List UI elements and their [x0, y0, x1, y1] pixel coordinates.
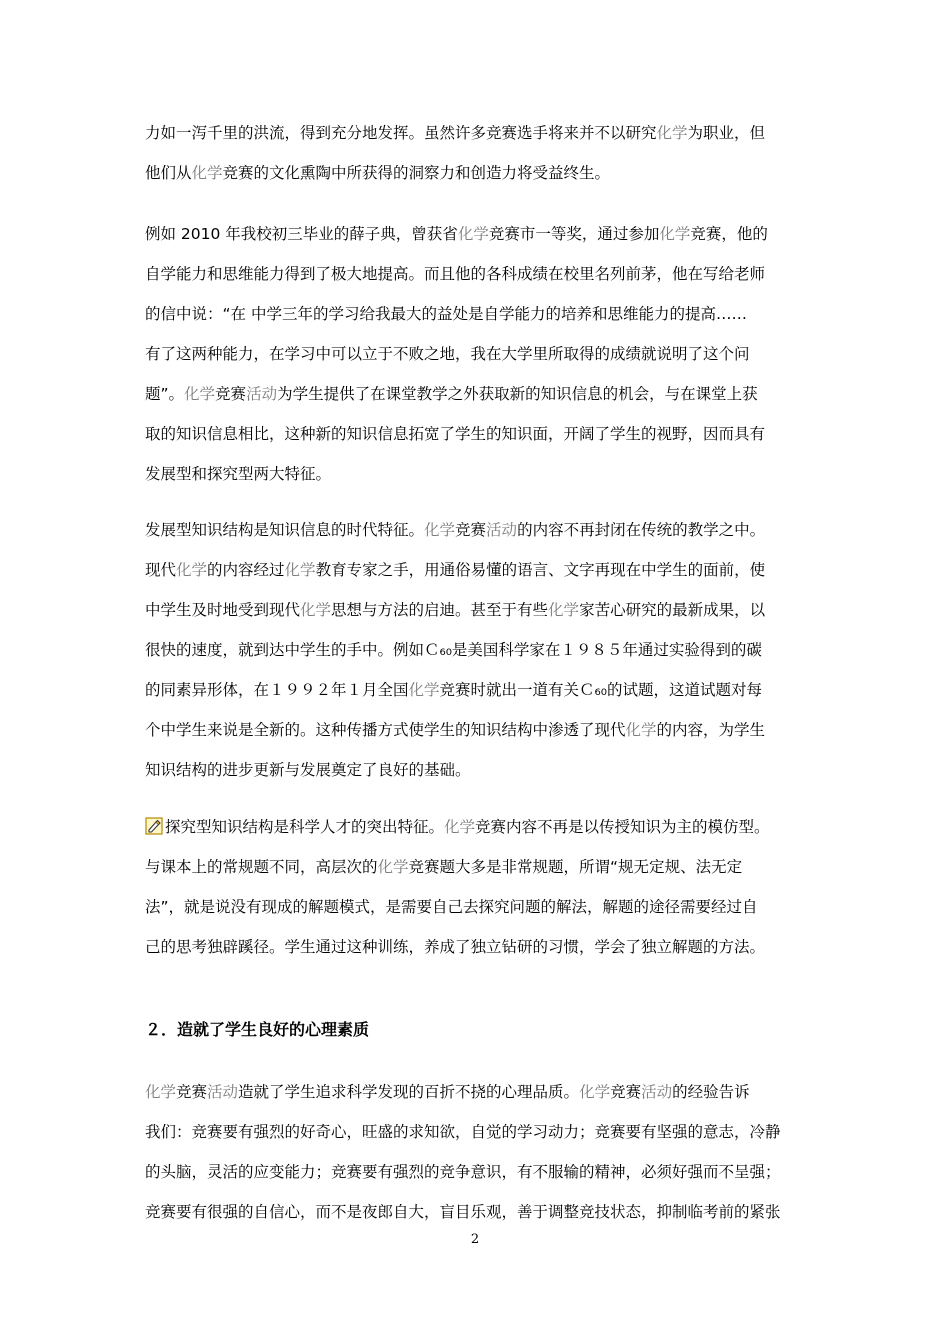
- text-segment: 发展型知识结构是知识信息的时代特征。: [145, 521, 425, 539]
- text-segment: 中学生及时地受到现代: [145, 601, 301, 619]
- text-segment: 他们从: [145, 164, 192, 182]
- highlighted-term: 化学: [625, 721, 657, 739]
- text-line: [145, 630, 820, 670]
- text-segment: 发展型和探究型两大特征。: [145, 465, 332, 483]
- text-segment: 的同素异形体，在１９９２年１月全国: [145, 681, 409, 699]
- text-line: [145, 1152, 820, 1192]
- text-line: [145, 750, 820, 790]
- text-line: [145, 214, 820, 254]
- text-segment: 竞赛: [610, 1083, 642, 1101]
- text-segment: 竞赛: [455, 521, 487, 539]
- paragraph: [145, 1072, 820, 1232]
- text-line: [145, 1192, 820, 1232]
- text-line: [145, 590, 820, 630]
- text-segment: 竞赛，他的: [690, 225, 768, 243]
- text-line: [145, 807, 820, 847]
- text-segment: 个中学生来说是全新的。这种传播方式使学生的知识结构中渗透了现代: [145, 721, 626, 739]
- highlighted-term: 化学: [145, 1083, 177, 1101]
- highlighted-term: 化学: [408, 681, 440, 699]
- text-segment: 竞赛: [176, 1083, 208, 1101]
- text-line: [145, 153, 820, 193]
- highlighted-term: 化学: [284, 561, 316, 579]
- section-heading: ２．造就了学生良好的心理素质: [145, 1020, 370, 1039]
- page-number: 2: [470, 1232, 480, 1247]
- text-segment: 思想与方法的启迪。甚至于有些: [331, 601, 549, 619]
- text-segment: 的内容经过: [207, 561, 285, 579]
- highlighted-term: 活动: [641, 1083, 673, 1101]
- text-segment: 竞赛内容不再是以传授知识为主的模仿型。: [475, 818, 770, 836]
- highlighted-term: 化学: [191, 164, 223, 182]
- text-line: [145, 1072, 820, 1112]
- note-icon: [145, 810, 163, 828]
- highlighted-term: 化学: [377, 858, 409, 876]
- paragraph: [145, 807, 820, 967]
- highlighted-term: 化学: [176, 561, 208, 579]
- text-segment: 竞赛: [215, 385, 247, 403]
- highlighted-term: 活动: [207, 1083, 239, 1101]
- text-segment: 知识结构的进步更新与发展奠定了良好的基础。: [145, 761, 471, 779]
- text-line: [145, 670, 820, 710]
- text-segment: 的经验告诉: [672, 1083, 750, 1101]
- highlighted-term: 化学: [444, 818, 476, 836]
- text-segment: 竞赛市一等奖，通过参加: [488, 225, 660, 243]
- highlighted-term: 化学: [424, 521, 456, 539]
- paragraph: [145, 214, 820, 494]
- text-segment: 竞赛的文化熏陶中所获得的洞察力和创造力将受益终生。: [222, 164, 611, 182]
- text-segment: 家苦心研究的最新成果，以: [579, 601, 766, 619]
- text-segment: 的头脑，灵活的应变能力；竞赛要有强烈的竞争意识，有不服输的精神，必须好强而不呈强；: [145, 1163, 781, 1181]
- text-segment: 与课本上的常规题不同，高层次的: [145, 858, 378, 876]
- paragraph: [145, 510, 820, 790]
- text-segment: 竞赛时就出一道有关Ｃ₆₀的试题，这道试题对每: [439, 681, 762, 699]
- text-line: [145, 550, 820, 590]
- text-line: [145, 510, 820, 550]
- text-segment: 我们：竞赛要有强烈的好奇心，旺盛的求知欲，自觉的学习动力；竞赛要有坚强的意志，冷静: [145, 1123, 781, 1141]
- highlighted-term: 化学: [659, 225, 691, 243]
- text-line: [145, 927, 820, 967]
- highlighted-term: 活动: [246, 385, 278, 403]
- text-segment: 教育专家之手，用通俗易懂的语言、文字再现在中学生的面前，使: [315, 561, 766, 579]
- highlighted-term: 化学: [656, 124, 688, 142]
- text-line: [145, 887, 820, 927]
- text-line: [145, 254, 820, 294]
- paragraph: [145, 113, 820, 193]
- text-segment: 的内容，为学生: [656, 721, 766, 739]
- text-segment: 例如 2010 年我校初三毕业的薛子典，曾获省: [145, 225, 458, 243]
- text-segment: 己的思考独辟蹊径。学生通过这种训练，养成了独立钻研的习惯，学会了独立解题的方法。: [145, 938, 766, 956]
- text-segment: 竞赛题大多是非常规题，所谓“规无定规、法无定: [408, 858, 743, 876]
- text-segment: 有了这两种能力，在学习中可以立于不败之地，我在大学里所取得的成绩就说明了这个问: [145, 345, 750, 363]
- text-segment: 竞赛要有很强的自信心，而不是夜郎自大，盲目乐观，善于调整竞技状态，抑制临考前的紧张: [145, 1203, 781, 1221]
- text-line: [145, 710, 820, 750]
- text-line: [145, 847, 820, 887]
- text-segment: 很快的速度，就到达中学生的手中。例如Ｃ₆₀是美国科学家在１９８５年通过实验得到的碳: [145, 641, 762, 659]
- text-segment: 现代: [145, 561, 177, 579]
- text-segment: 法”，就是说没有现成的解题模式，是需要自己去探究问题的解法，解题的途径需要经过自: [145, 898, 758, 916]
- highlighted-term: 化学: [457, 225, 489, 243]
- text-segment: 力如一泻千里的洪流，得到充分地发挥。虽然许多竞赛选手将来并不以研究: [145, 124, 657, 142]
- highlighted-term: 活动: [486, 521, 518, 539]
- text-line: [145, 294, 820, 334]
- text-line: [145, 113, 820, 153]
- text-segment: 的内容不再封闭在传统的教学之中。: [517, 521, 766, 539]
- text-segment: 探究型知识结构是科学人才的突出特征。: [165, 818, 445, 836]
- text-segment: 造就了学生追求科学发现的百折不挠的心理品质。: [238, 1083, 580, 1101]
- text-line: [145, 414, 820, 454]
- text-line: [145, 374, 820, 414]
- text-segment: 取的知识信息相比，这种新的知识信息拓宽了学生的知识面，开阔了学生的视野，因而具有: [145, 425, 766, 443]
- text-segment: 为职业，但: [687, 124, 766, 142]
- text-line: [145, 334, 820, 374]
- highlighted-term: 化学: [579, 1083, 611, 1101]
- text-segment: 为学生提供了在课堂教学之外获取新的知识信息的机会，与在课堂上获: [277, 385, 758, 403]
- highlighted-term: 化学: [300, 601, 332, 619]
- text-segment: 题”。: [145, 385, 185, 403]
- highlighted-term: 化学: [548, 601, 580, 619]
- text-line: [145, 1112, 820, 1152]
- text-segment: 的信中说：“在 中学三年的学习给我最大的益处是自学能力的培养和思维能力的提高……: [145, 305, 747, 323]
- highlighted-term: 化学: [184, 385, 216, 403]
- text-segment: 自学能力和思维能力得到了极大地提高。而且他的各科成绩在校里名列前茅，他在写给老师: [145, 265, 766, 283]
- text-line: [145, 454, 820, 494]
